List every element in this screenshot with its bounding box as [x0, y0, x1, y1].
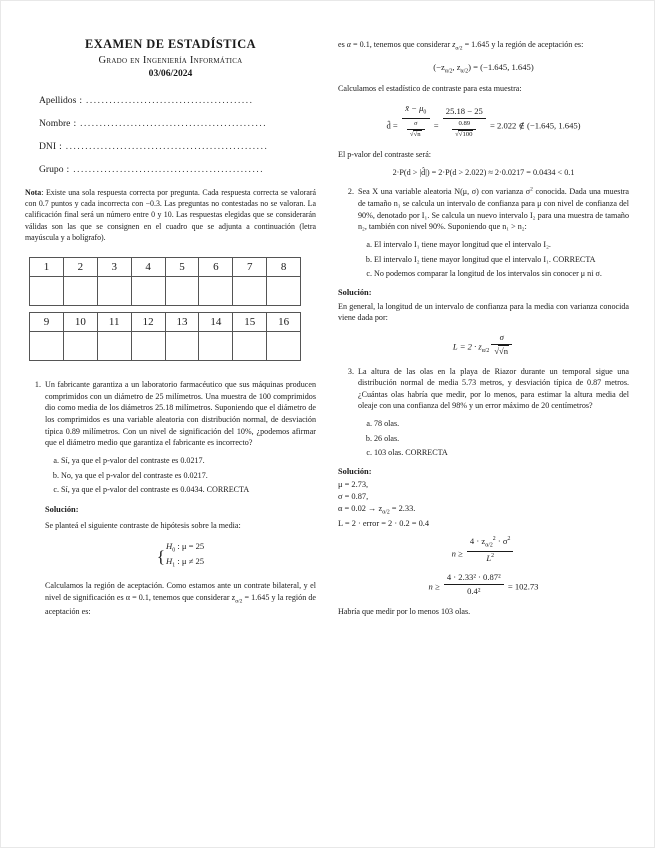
grid-answer-16[interactable]	[267, 332, 301, 361]
left-column	[25, 37, 316, 829]
q1-sol-continuation	[338, 39, 629, 54]
grid-num-13: 13	[165, 313, 199, 332]
table-row-answers-2	[30, 332, 301, 361]
field-dni-line[interactable]: ....................................................	[65, 142, 269, 151]
note-colon: :	[41, 188, 44, 197]
q3-closing: Habría que medir por lo menos 103 olas.	[338, 606, 471, 616]
question-1-choices	[45, 455, 316, 496]
n-numeric-fraction: $\frac{\text{4 · 2.33² · 0.87²}}{\text{0.4²}}$	[444, 572, 504, 596]
grid-num-5: 5	[165, 258, 199, 277]
question-1-text: 1. Un fabricante garantiza a un laboratorio farmacéutico que sus máquinas producen comprimidos con un diámetro de 25 milímetros. Una muestra de 100 comprimidos dio como media de los diámetros 25.18 milímetros. Suponiendo que el diámetro de los comprimidos es una variable aleatoria con distribución normal, de desviación típica 0.89 milímetros. Con un nivel de significación del 10%, ¿podemos afirmar que el diámetro medio que garantiza el fabricante es incorrecto?	[45, 380, 316, 448]
question-3-choices	[358, 418, 629, 459]
table-row-numbers-1	[30, 258, 301, 277]
test-statistic-formula: d̂ = $\frac{x̄ - \mu_0}{\frac{\sigma}{√√n}}$ = $\frac{25.18 - 25}{\frac{0.89}{√√100}}$ = 2.022 ∉ (−1.645, 1.645)	[386, 102, 581, 139]
grid-answer-5[interactable]	[165, 277, 199, 306]
statistic-fraction-numeric: $\frac{25.18 - 25}{\frac{0.89}{√√100}}$	[443, 106, 486, 139]
field-nombre-colon: :	[73, 118, 77, 129]
grid-answer-15[interactable]	[233, 332, 267, 361]
grid-answer-3[interactable]	[97, 277, 131, 306]
n-formula-fraction: $\frac{4 \cdot z_{\alpha/2}^2 \cdot \sigma^2}{L^2}$	[467, 536, 514, 564]
z-alpha-sub: α/2	[235, 598, 243, 605]
field-apellidos-line[interactable]: ...........................................	[85, 96, 254, 105]
field-nombre	[39, 118, 316, 129]
answer-grid-wrapper	[29, 257, 316, 361]
grid-num-3: 3	[97, 258, 131, 277]
note-text: Existe una sola respuesta correcta por pregunta. Cada respuesta correcta se valorará con 0.7 puntos y cada incorrecta con −0.3. Las preguntas no contestadas no se valoran. La calificación final será un número entre 0 y 10. Las respuestas elegidas que se considerarán válidas son las que se consignen en el cuadro que se adjunta a continuación (letra mayúscula y a bolígrafo).	[25, 188, 316, 242]
grid-answer-13[interactable]	[165, 332, 199, 361]
question-1-sol-intro: Se planteá el siguiente contraste de hipótesis sobre la media:	[45, 520, 241, 530]
q1-cont-visible: es α = 0.1, tenemos que considerar $z_{\alpha/2} = 1.645$ y la región de aceptación es:	[338, 40, 584, 52]
grid-answer-10[interactable]	[63, 332, 97, 361]
grid-num-8: 8	[267, 258, 301, 277]
answer-grid-top[interactable]	[29, 257, 301, 306]
grid-num-16: 16	[267, 313, 301, 332]
q3-line-sigma: σ = 0.87,	[338, 492, 369, 502]
question-1-choice-c[interactable]: c. Sí, ya que el p-valor del contraste es 0.0434. CORRECTA	[61, 484, 316, 496]
interval-length-formula: $L = 2 \cdot z_{\alpha/2}$ $\frac{\sigma}{√√n}$	[338, 332, 629, 356]
q1-sol-p4: El p-valor del contraste será:	[338, 149, 432, 159]
question-2-choice-b[interactable]: b. El intervalo I₂ tiene mayor longitud que el intervalo I₁. CORRECTA	[374, 254, 629, 266]
acceptance-region-formula: ($-z_{\alpha/2}$, $z_{\alpha/2}) = (-1.645$, 1.645)	[433, 61, 534, 75]
field-dni	[39, 141, 316, 152]
grid-num-6: 6	[199, 258, 233, 277]
exam-date: 03/06/2024	[148, 68, 193, 79]
exam-instructions	[25, 187, 316, 243]
hypothesis-h1: $H_1$ : μ ≠ 25	[166, 556, 205, 570]
grid-num-4: 4	[131, 258, 165, 277]
page-subtitle: Grado en Ingeniería Informática	[98, 55, 243, 66]
sample-size-formula-numeric: n ≥ $\frac{\text{4 · 2.33² · 0.87²}}{\text{0.4²}}$ = 102.73	[428, 572, 539, 597]
sigma-over-sqrt-n: $\frac{\sigma}{√√n}$	[407, 120, 425, 140]
grid-answer-7[interactable]	[233, 277, 267, 306]
answer-grid-bottom[interactable]	[29, 312, 301, 361]
numeric-sigma-over-sqrt-n: $\frac{0.89}{√√100}$	[452, 120, 476, 140]
question-1-choice-b[interactable]: b. No, ya que el p-valor del contraste es 0.0217.	[61, 470, 316, 482]
question-2-solucion-label: Solución:	[338, 287, 372, 297]
field-nombre-label: Nombre	[39, 118, 71, 129]
field-grupo-colon: :	[66, 164, 70, 175]
question-list-left	[25, 379, 316, 618]
question-3-choice-a[interactable]: a. 78 olas.	[374, 418, 629, 430]
grid-answer-1[interactable]	[30, 277, 64, 306]
field-apellidos	[39, 95, 316, 106]
grid-num-11: 11	[97, 313, 131, 332]
q3-line-alpha: $\alpha = 0.02 \to z_{\alpha/2} = 2.33$.	[338, 504, 416, 516]
field-grupo-line[interactable]: .................................................	[73, 165, 265, 174]
question-2-choice-a[interactable]: a. El intervalo I₁ tiene mayor longitud que el intervalo I₂.	[374, 239, 629, 251]
field-dni-colon: :	[59, 141, 62, 152]
grid-answer-8[interactable]	[267, 277, 301, 306]
field-dni-label: DNI	[39, 141, 57, 152]
question-1	[43, 379, 316, 618]
question-1-choice-a[interactable]: a. Sí, ya que el p-valor del contraste es 0.0217.	[61, 455, 316, 467]
question-2-sol-text: En general, la longitud de un intervalo de confianza para la media con varianza conocida viene dada por:	[338, 301, 629, 323]
grid-num-7: 7	[233, 258, 267, 277]
grid-num-15: 15	[233, 313, 267, 332]
grid-num-2: 2	[63, 258, 97, 277]
sigma-sqrtn-fraction: $\frac{\sigma}{√√n}$	[491, 332, 512, 356]
sample-size-formula-symbolic: n ≥ $\frac{4 \cdot z_{\alpha/2}^2 \cdot \sigma^2}{L^2}$	[338, 536, 629, 564]
statistic-result: = 2.022 ∉ (−1.645, 1.645)	[490, 120, 581, 131]
grid-answer-4[interactable]	[131, 277, 165, 306]
field-grupo-label: Grupo	[39, 164, 64, 175]
question-2-choices	[358, 239, 629, 280]
page-title: EXAMEN DE ESTADÍSTICA	[84, 37, 257, 51]
note-label: Nota	[25, 188, 42, 197]
q3-line-mu: μ = 2.73,	[338, 480, 369, 490]
table-row-numbers-2	[30, 313, 301, 332]
grid-answer-12[interactable]	[131, 332, 165, 361]
question-2	[356, 186, 629, 279]
field-nombre-line[interactable]: ................................................	[80, 119, 268, 128]
field-apellidos-colon: :	[79, 95, 82, 106]
statistic-fraction-symbolic: $\frac{x̄ - \mu_0}{\frac{\sigma}{√√n}}$	[402, 103, 430, 140]
two-column-layout	[25, 37, 630, 829]
grid-num-12: 12	[131, 313, 165, 332]
q1-sol-p3: Calculamos el estadístico de contraste para esta muestra:	[338, 84, 522, 94]
question-1-solucion-label: Solución:	[45, 504, 79, 514]
grid-answer-9[interactable]	[30, 332, 64, 361]
q3-line-L: L = 2 · error = 2 · 0.2 = 0.4	[338, 518, 430, 528]
n-result: = 102.73	[507, 581, 539, 592]
question-3-text: 3. La altura de las olas en la playa de Riazor durante un temporal sigue una distribución normal de media 5.73 metros, y desviación típica de 0.87 metros. ¿Cuántas olas habría que medir, por lo menos, para estimar la altura media del oleaje con una confianza del 98% y un error máximo de 20 centímetros?	[358, 366, 629, 411]
grid-answer-11[interactable]	[97, 332, 131, 361]
question-1-hypothesis-formula	[45, 540, 316, 572]
hypothesis-h0: $H_0$ : μ = 25	[166, 540, 205, 554]
question-3-choice-b[interactable]: b. 26 olas.	[374, 433, 629, 445]
question-3-choice-c[interactable]: c. 103 olas. CORRECTA	[374, 447, 629, 459]
grid-num-9: 9	[30, 313, 64, 332]
grid-answer-6[interactable]	[199, 277, 233, 306]
grid-num-14: 14	[199, 313, 233, 332]
question-2-choice-c[interactable]: c. No podemos comparar la longitud de los intervalos sin conocer μ ni σ.	[374, 268, 629, 280]
field-grupo	[39, 164, 316, 175]
question-1-sol-p2: Calculamos la región de aceptación. Como estamos ante un contrate bilateral, y el nivel de significación es α = 0.1, tenemos que considerar $z_{\alpha/2} = 1.645$ y la región de aceptación es:	[45, 581, 316, 617]
question-list-right	[338, 186, 629, 279]
cases-brace: {	[156, 547, 166, 567]
grid-answer-14[interactable]	[199, 332, 233, 361]
p-value-formula: 2·P(d > |d̂|) = 2·P(d > 2.022) ≈ 2·0.0217 = 0.0434 < 0.1	[392, 168, 575, 178]
question-3-solucion-label: Solución:	[338, 467, 372, 477]
question-2-text: 2. Sea X una variable aleatoria N(μ, σ) con varianza $\sigma^2$ conocida. Dada una muestra de tamaño n₁ se calcula un intervalo de confianza para μ con nivel de confianza del 90%, denotado por I₁. Se calcula un nuevo intervalo I₂ para una muestra de tamaño n₂, también con nivel 90%. Suponiendo que n₁ > n₂:	[358, 186, 629, 232]
table-row-answers-1	[30, 277, 301, 306]
grid-num-10: 10	[63, 313, 97, 332]
grid-answer-2[interactable]	[63, 277, 97, 306]
question-3	[356, 366, 629, 459]
grid-num-1: 1	[30, 258, 64, 277]
field-apellidos-label: Apellidos	[39, 95, 77, 106]
right-column	[338, 37, 629, 829]
hypothesis-cases	[166, 540, 204, 572]
question-list-q3	[338, 366, 629, 459]
